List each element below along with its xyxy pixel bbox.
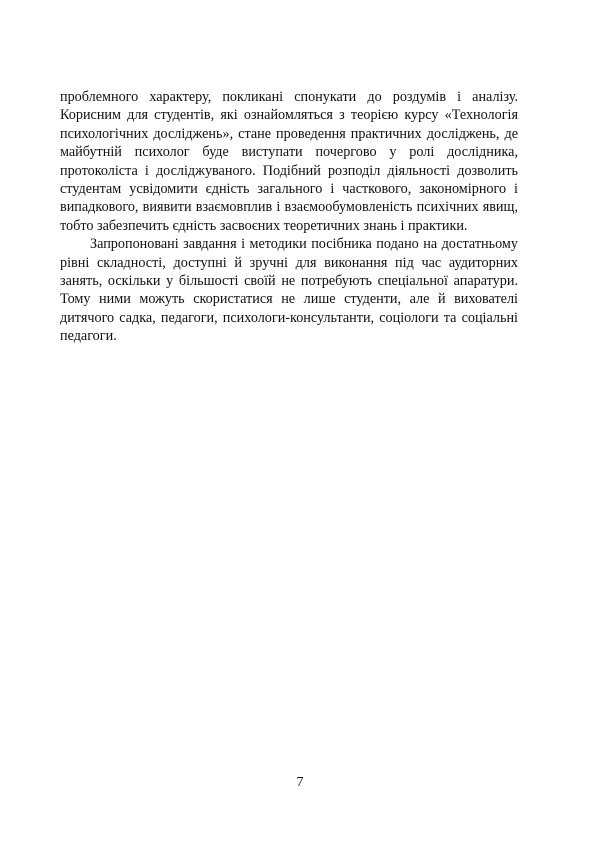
- paragraph: Запропоновані завдання і методики посібника подано на достатньому рівні складності, доступні й зручні для виконання під час аудиторних занять, оскільки у більшості своїй не потребують спеціальної апаратури. Тому ними можуть скористатися не лише студенти, але й вихователі дитячого садка, педагоги, психологи-консультанти, соціологи та соціальні педагоги.: [60, 236, 518, 345]
- body-text: [60, 88, 518, 346]
- paragraph-continued: проблемного характеру, покликані спонукати до роздумів і аналізу. Корисним для студентів, які ознайомляться з теорією курсу «Технологія психологічних досліджень», стане проведення практичних досліджень, де майбутній психолог буде виступати почергово у ролі дослідника, протоколіста і досліджуваного. Подібний розподіл діяльності дозволить студентам усвідомити єдність загального і часткового, закономірного і випадкового, виявити взаємовплив і взаємообумовленість психічних явищ, тобто забезпечить єдність засвоєних теоретичних знань і практики.: [60, 89, 518, 234]
- page-number: 7: [296, 775, 304, 790]
